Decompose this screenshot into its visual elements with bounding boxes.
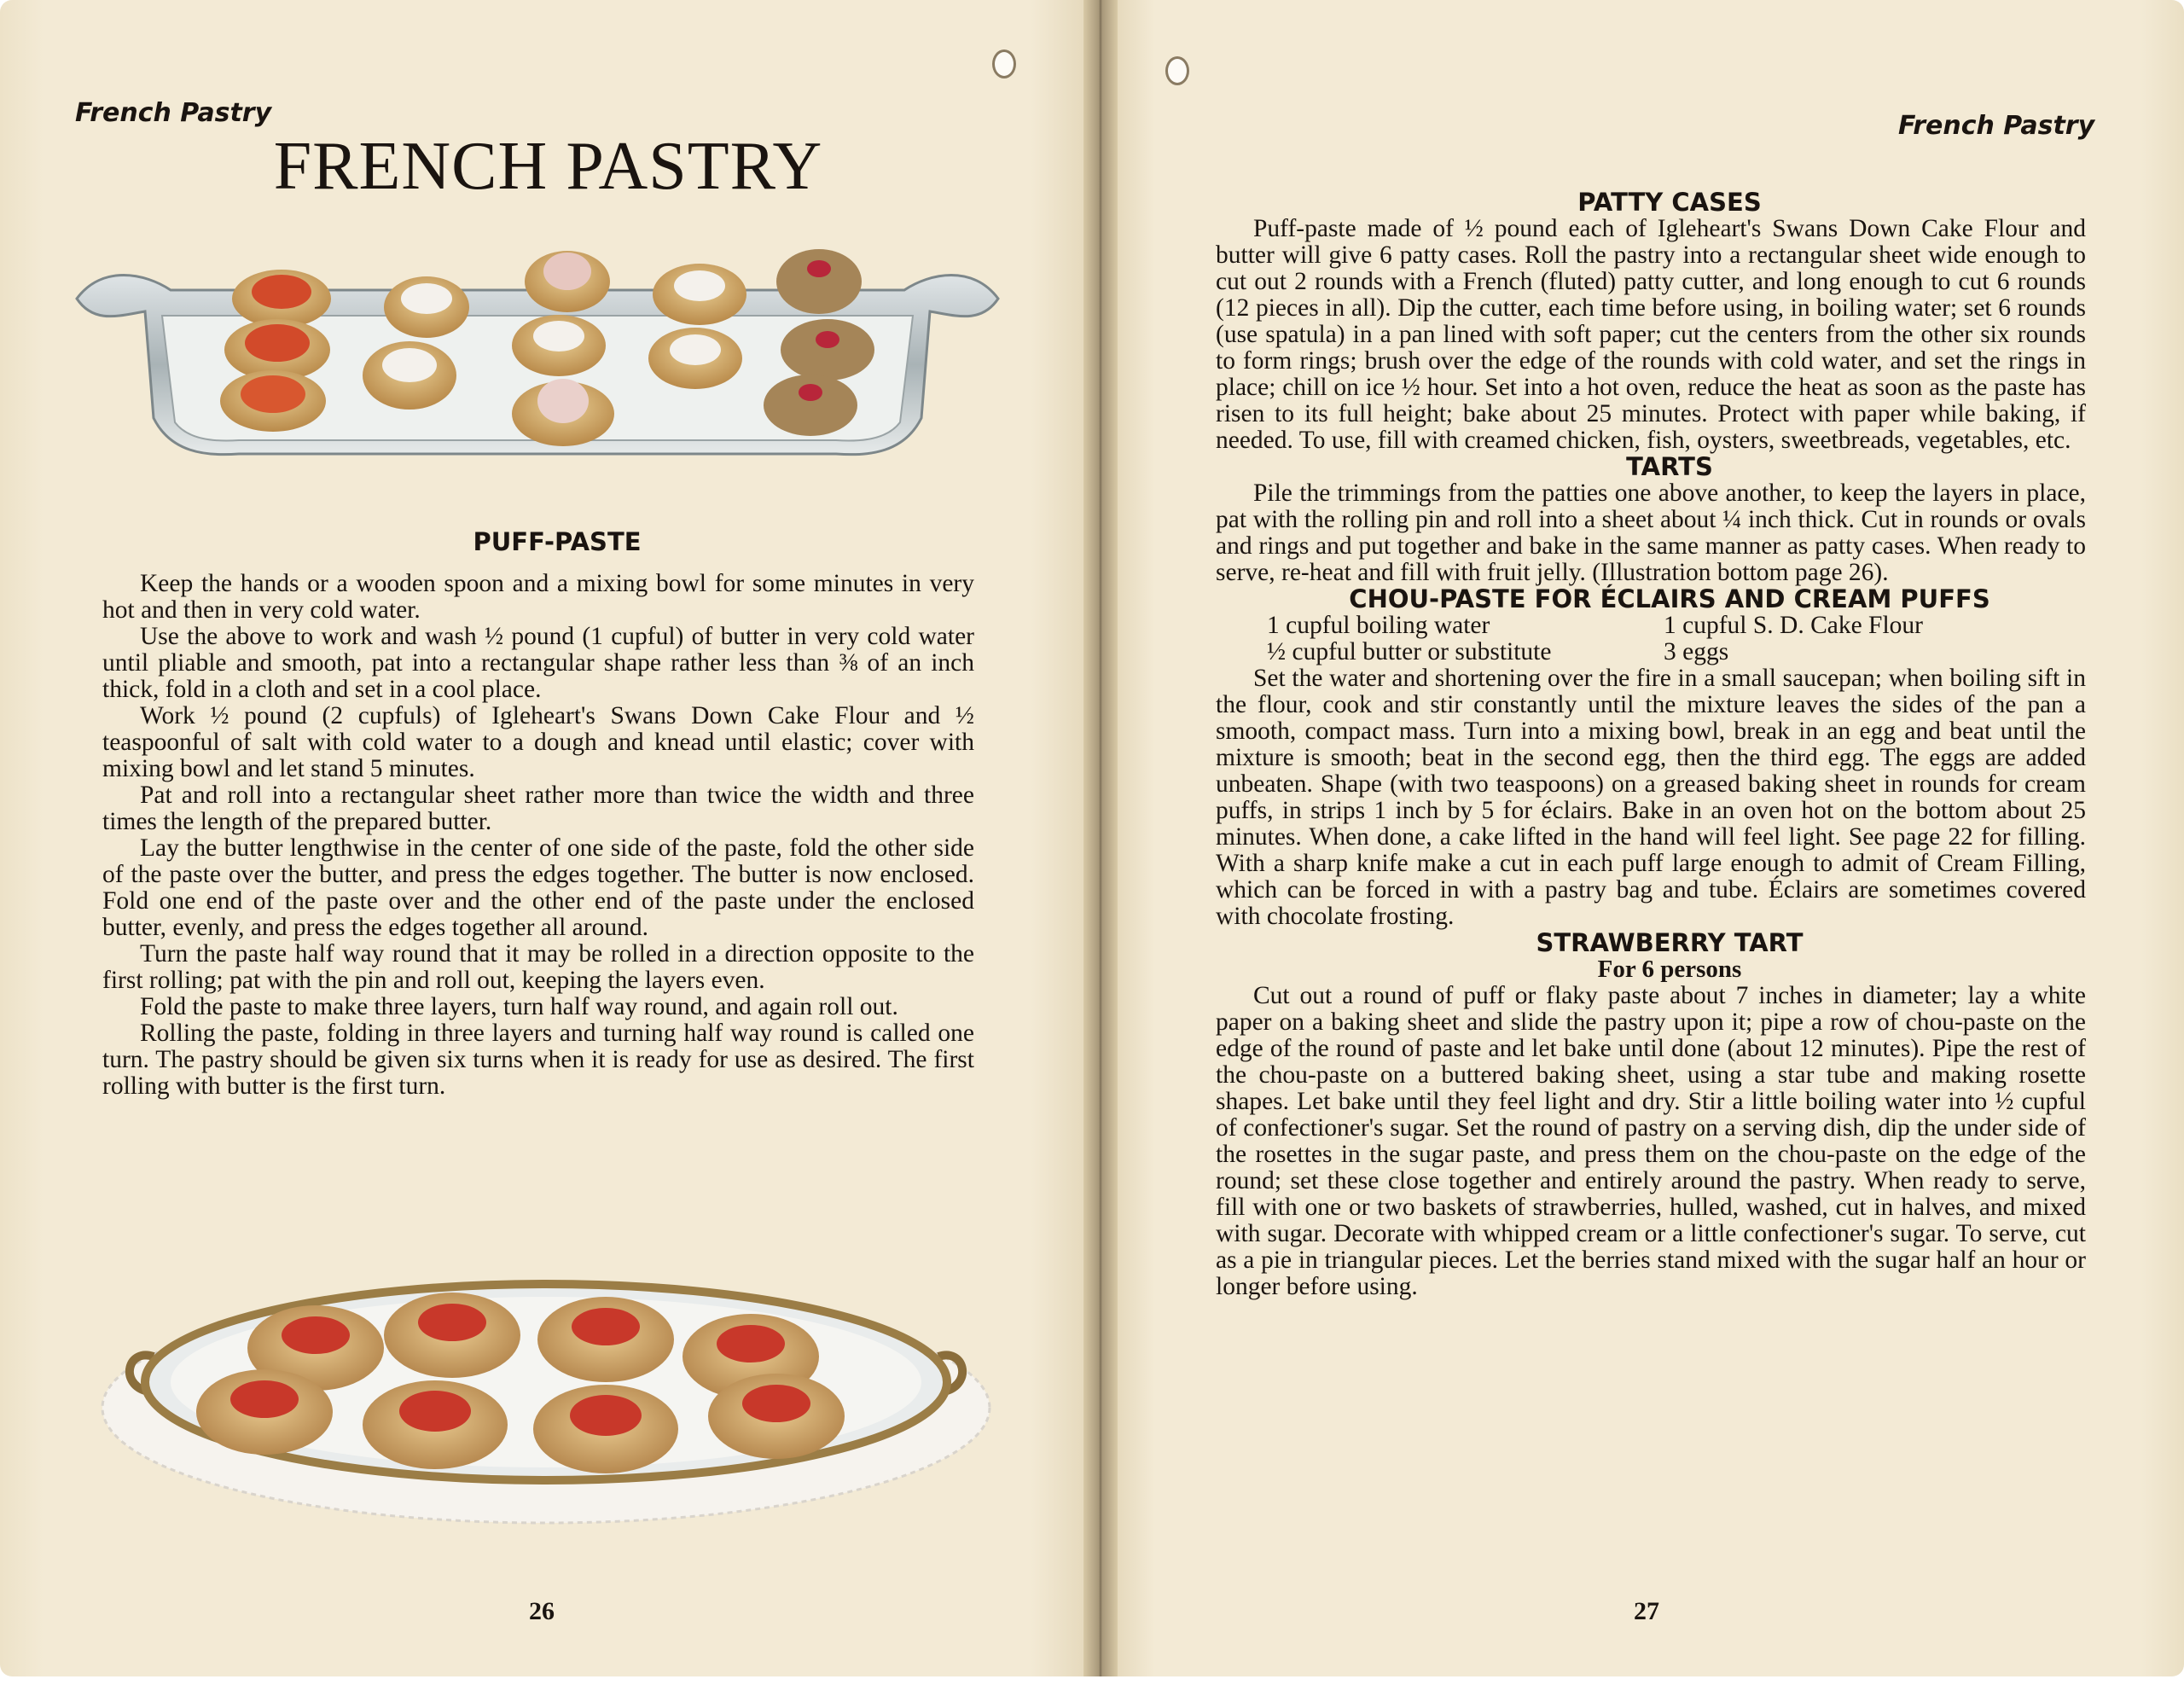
page-title: FRENCH PASTRY: [273, 129, 823, 204]
tarts-text: Pile the trimmings from the patties one above another, to keep the layers in place, pat with the rolling pin and roll into a sheet about ¼ inch thick. Cut in rounds or ovals and rings and put together and bake in the same manner as patty cases. When ready to serve, re-heat and fill with fruit jelly. (Illustration bottom page 26).: [1216, 479, 2086, 586]
ingredient: 1 cupful boiling water: [1267, 612, 1490, 639]
strawberry-tart-subheading: For 6 persons: [1597, 956, 1742, 983]
strawberry-tart-heading: STRAWBERRY TART: [1536, 928, 1804, 957]
puff-paste-heading: PUFF-PASTE: [473, 527, 642, 556]
patty-cases-text: Puff-paste made of ½ pound each of Igleheart's Swans Down Cake Flour and butter will give 6 patty cases. Roll the pastry into a rectangular sheet wide enough to cut out 2 rounds with a French (fluted) patty cutter, and long enough to cut 6 rounds (12 pieces in all). Dip the cutter, each time before using, in boiling water; set 6 rounds (use spatula) in a pan lined with soft paper; cut the centers from the other six rounds to form rings; brush over the edge of the rounds with cold water, and set the rings in place; chill on ice ½ hour. Set into a hot oven, reduce the heat as soon as the paste has risen to its full height; bake about 25 minutes. Protect with paper while baking, if needed. To use, fill with creamed chicken, fish, oysters, sweetbreads, vegetables, etc.: [1216, 215, 2086, 454]
strawberry-tart-text: Cut out a round of puff or flaky paste about 7 inches in diameter; lay a white paper on a baking sheet and slide the pastry upon it; pipe a row of chou-paste on the edge of the round of paste and let bake until done (about 12 minutes). Pipe the rest of the chou-paste on a buttered baking sheet, using a star tube and making rosette shapes. Let bake until they feel light and dry. Stir a little boiling water into ½ cupful of confectioner's sugar. Set the round of pastry on a serving dish, dip the under side of the rosettes in the sugar paste, and press them on the chou-paste on the edge of the round; set these close together and entirely around the pastry. When ready to serve, fill with one or two baskets of strawberries, hulled, washed, cut in halves, and mixed with sugar. Decorate with whipped cream or a little confectioner's sugar. To serve, cut as a pie in triangular pieces. Let the berries stand mixed with the sugar half an hour or longer before using.: [1216, 982, 2086, 1300]
page-number-right: 27: [1634, 1597, 1659, 1625]
paragraph: Fold the paste to make three layers, turn half way round, and again roll out.: [140, 993, 898, 1020]
plate-of-tarts-illustration: [94, 1254, 998, 1527]
paragraph: Turn the paste half way round that it may be rolled in a direction opposite to the first rolling; pat with the pin and roll out, keeping the layers even.: [102, 940, 974, 994]
binding-hole: [1165, 56, 1189, 85]
paragraph: Lay the butter lengthwise in the center of one side of the paste, fold the other side of the paste over the butter, and press the edges together. The butter is now enclosed. Fold one end of the paste over and the other end of the paste under the enclosed butter, evenly, and press the edges together all around.: [102, 834, 974, 941]
puff-paste-section: [102, 529, 974, 1100]
chou-paste-heading: CHOU-PASTE FOR ÉCLAIRS AND CREAM PUFFS: [1349, 584, 1990, 613]
tarts-heading: TARTS: [1626, 452, 1713, 481]
paragraph: Use the above to work and wash ½ pound (1 cupful) of butter in very cold water until pliable and smooth, pat into a rectangular shape rather less than ⅜ of an inch thick, fold in a cloth and set in a cool place.: [102, 623, 974, 703]
book-gutter: [1083, 0, 1118, 1676]
patty-cases-heading: PATTY CASES: [1577, 188, 1762, 217]
right-page-text: [1216, 189, 2086, 1300]
paragraph: Rolling the paste, folding in three layers and turning half way round is called one turn. The pastry should be given six turns when it is ready for use as desired. The first rolling with butter is the first turn.: [102, 1020, 974, 1100]
paragraph: Work ½ pound (2 cupfuls) of Igleheart's Swans Down Cake Flour and ½ teaspoonful of salt with cold water to a dough and knead until elastic; cover with mixing bowl and let stand 5 minutes.: [102, 702, 974, 782]
ingredient: 3 eggs: [1664, 638, 1729, 665]
ingredient-list: [1216, 613, 2086, 665]
binding-hole: [992, 49, 1016, 78]
running-head-right: French Pastry: [1898, 111, 2095, 141]
ingredient: ½ cupful butter or substitute: [1267, 638, 1552, 665]
page-number-left: 26: [529, 1597, 555, 1625]
chou-paste-text: Set the water and shortening over the fire in a small saucepan; when boiling sift in the flour, cook and stir constantly until the mixture leaves the sides of the pan a smooth, compact mass. Turn into a mixing bowl, break in an egg and beat until the mixture is smooth; beat in the second egg, then the third egg. The eggs are added unbeaten. Shape (with two teaspoons) on a greased baking sheet in rounds for cream puffs, in strips 1 inch by 5 for éclairs. Bake in an oven hot on the bottom about 25 minutes. When done, a cake lifted in the hand will feel light. See page 22 for filling. With a sharp knife make a cut in each puff large enough to admit of Cream Filling, which can be forced in with a pastry bag and tube. Éclairs are sometimes covered with chocolate frosting.: [1216, 665, 2086, 930]
ingredient: 1 cupful S. D. Cake Flour: [1664, 612, 1923, 639]
paragraph: Pat and roll into a rectangular sheet rather more than twice the width and three times the length of the prepared butter.: [102, 781, 974, 835]
running-head-left: French Pastry: [75, 98, 272, 128]
paragraph: Keep the hands or a wooden spoon and a mixing bowl for some minutes in very hot and then in very cold water.: [102, 570, 974, 624]
tray-of-pastries-illustration: [68, 230, 1007, 478]
